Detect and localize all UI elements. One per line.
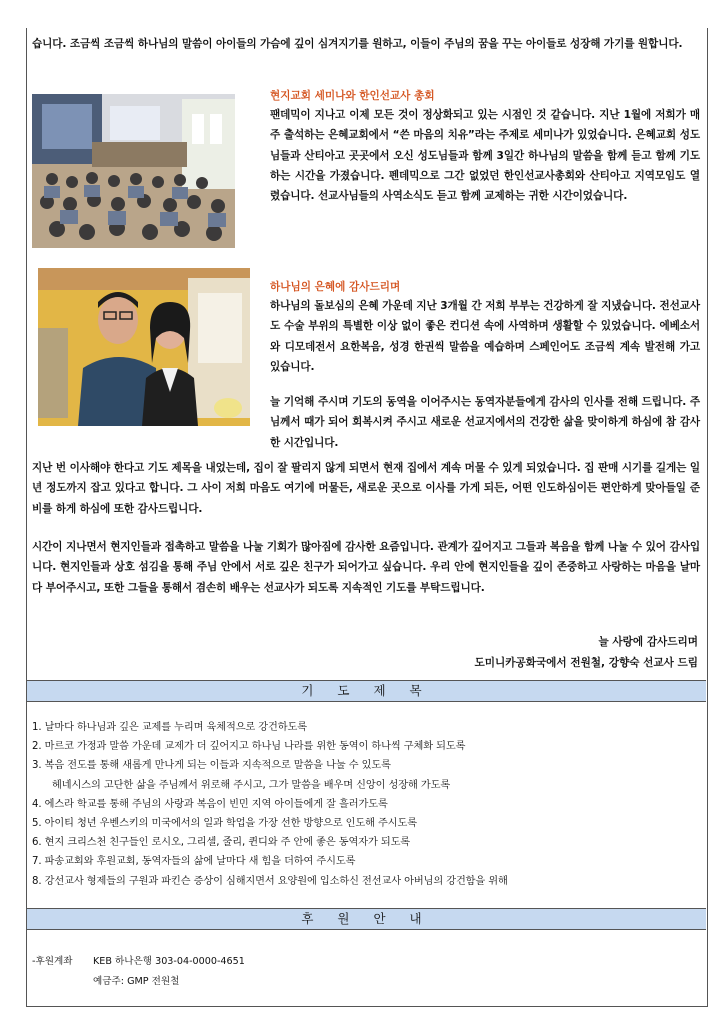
section1-body: 팬데믹이 지나고 이제 모든 것이 정상화되고 있는 시점인 것 같습니다. 지난 1월에 저희가 매주 출석하는 은혜교회에서 “쓴 마음의 치유”라는 주제로 세미나가 있었습니다. 은혜교회 성도님들과 산티아고 곳곳에서 오신 성도님들과 함께 3일간 하나님의 말씀을 함께 듣고 함께 기도하는 시간을 가졌습니다. 펜데믹으로 그간 없었던 한인선교사총회와 산티아고 지역모임도 열렸습니다. 선교사님들의 사역소식도 듣고 함께 교제하는 귀한 시간이었습니다. <box>270 109 700 203</box>
couple-photo <box>38 268 250 426</box>
prayer-item: 헤네시스의 고단한 삶을 주님께서 위로해 주시고, 그가 말씀을 배우며 신앙이 성장해 가도록 <box>52 779 451 791</box>
support-title-bar: 후 원 안 내 <box>27 908 706 930</box>
account-label: -후원계좌 <box>32 956 73 967</box>
signature-line: 도미니카공화국에서 전원철, 강향숙 선교사 드림 <box>474 657 698 669</box>
moving-paragraph: 지난 번 이사해야 한다고 기도 제목을 내었는데, 집이 잘 팔리지 않게 되면서 현재 집에서 계속 머물 수 있게 되었습니다. 집 판매 시기를 길게는 일년 정도까지 잡고 있다고 합니다. 그 사이 저희 마음도 여기에 머물든, 새로운 곳으로 이사를 가게 되든, 어떤 인도하심이든 편안하게 맞아들일 준비를 하게 하심에 또한 감사드립니다. <box>32 462 700 515</box>
account-holder: 예금주: GMP 전원철 <box>93 976 180 987</box>
account-number: KEB 하나은행 303-04-0000-4651 <box>93 956 245 967</box>
closing-line: 늘 사랑에 감사드리며 <box>598 636 698 648</box>
prayer-item: 5. 아이티 청년 우벤스키의 미국에서의 일과 학업을 가장 선한 방향으로 인도해 주시도록 <box>32 818 417 830</box>
prayer-item: 4. 에스라 학교를 통해 주님의 사랑과 복음이 빈민 지역 아이들에게 잘 흘러가도록 <box>32 798 388 810</box>
prayer-item: 1. 날마다 하나님과 깊은 교제를 누리며 육체적으로 강건하도록 <box>32 722 308 733</box>
prayer-list <box>32 718 702 891</box>
prayer-item: 3. 복음 전도를 통해 새롭게 만나게 되는 이들과 지속적으로 말씀을 나눌 수 있도록 <box>32 760 391 772</box>
prayer-item: 6. 현지 크리스천 친구들인 로시오, 그리셀, 줄리, 퀸디와 주 안에 좋은 동역자가 되도록 <box>32 837 411 849</box>
section1-heading: 현지교회 세미나와 한인선교사 총회 <box>270 90 435 102</box>
prayer-title-bar: 기 도 제 목 <box>27 680 706 702</box>
outreach-paragraph: 시간이 지나면서 현지인들과 접촉하고 말씀을 나눌 기회가 많아짐에 감사한 요즘입니다. 관계가 깊어지고 그들과 복음을 함께 나눌 수 있어 감사입니다. 현지인들과 상호 섬김을 통해 주님 안에서 서로 깊은 친구가 되어가고 싶습니다. 우리 안에 현지인들을 깊이 존중하고 사랑하는 마음을 날마다 부어주시고, 또한 그들을 통해서 겸손히 배우는 선교사가 되도록 지속적인 기도를 부탁드립니다. <box>32 541 700 594</box>
intro-paragraph: 습니다. 조금씩 조금씩 하나님의 말씀이 아이들의 가슴에 깊이 심겨지기를 원하고, 이들이 주님의 꿈을 꾸는 아이들로 성장해 가기를 원합니다. <box>32 38 683 50</box>
church-seminar-photo <box>32 94 235 248</box>
section2-body2: 늘 기억해 주시며 기도의 동역을 이어주시는 동역자분들에게 감사의 인사를 전해 드립니다. 주님께서 때가 되어 회복시켜 주시고 새로운 선교지에서의 건강한 삶을 맞이하게 하심에 참 감사한 시간입니다. <box>270 396 700 449</box>
prayer-item: 7. 파송교회와 후원교회, 동역자들의 삶에 날마다 새 힘을 더하여 주시도록 <box>32 856 356 868</box>
prayer-item: 2. 마르코 가정과 말씀 가운데 교제가 더 깊어지고 하나님 나라를 위한 동역이 하나씩 구체화 되도록 <box>32 741 466 753</box>
section2-body1: 하나님의 돌보심의 은혜 가운데 지난 3개월 간 저희 부부는 건강하게 잘 지냈습니다. 전선교사도 수술 부위의 특별한 이상 없이 좋은 컨디션 속에 사역하며 생활할 수 있었습니다. 에베소서와 디모데전서 요한복음, 성경 한권씩 말씀을 예습하며 스페인어도 조금씩 계속 발전해 가고 있습니다. <box>270 300 700 373</box>
prayer-item: 8. 강선교사 형제들의 구원과 파킨슨 증상이 심해지면서 요양원에 입소하신 전선교사 아버님의 강건함을 위해 <box>32 875 508 887</box>
section2-heading: 하나님의 은혜에 감사드리며 <box>270 281 401 293</box>
